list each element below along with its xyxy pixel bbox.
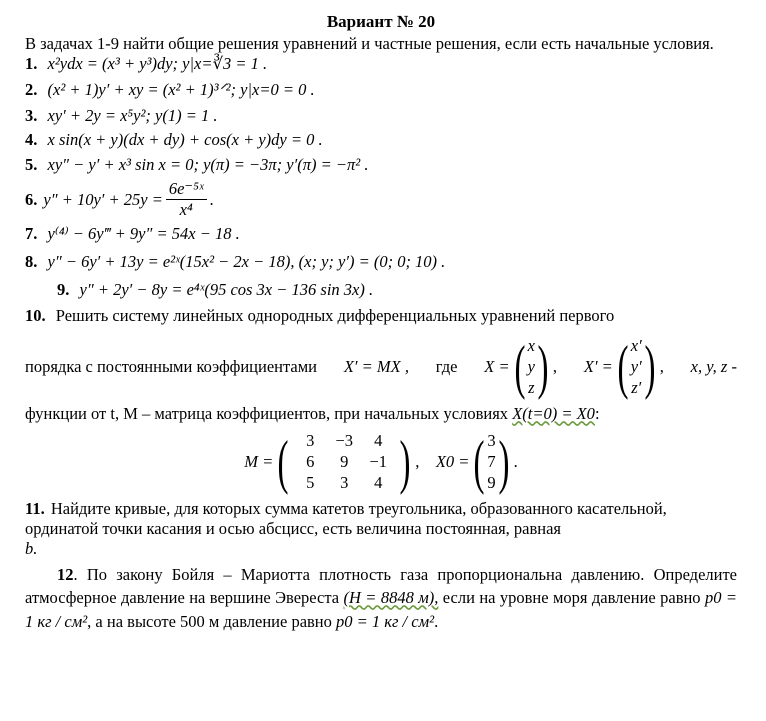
problem-8 xyxy=(25,252,737,272)
problem-number: 5. xyxy=(25,155,38,175)
problem-9 xyxy=(25,280,737,300)
problem-3 xyxy=(25,106,737,126)
problem-1 xyxy=(25,54,737,74)
vector-X: X = ( x y z ) , xyxy=(484,333,558,400)
problem-text: . xyxy=(434,612,439,632)
where-word: где xyxy=(435,356,458,376)
problem-10-line1 xyxy=(25,306,737,326)
matrix-cell: 4 xyxy=(374,431,383,451)
matrix-cell: 9 xyxy=(340,452,349,472)
matrix-cell: −3 xyxy=(335,431,353,451)
problem-text: порядка с постоянными коэффициентами xyxy=(25,356,318,376)
vector-entry: 9 xyxy=(487,473,496,493)
problem-equation-lhs: y″ + 10y′ + 25y = xyxy=(43,189,163,209)
problem-equation: x²ydx = (x³ + y³)dy; y|x=∛3 = 1 . xyxy=(47,54,268,74)
pressure-500m: p0 = 1 кг / см² xyxy=(336,612,435,632)
problem-10-line2 xyxy=(25,335,737,398)
vector-entry: z xyxy=(528,378,535,398)
vector-entry: x xyxy=(527,336,535,356)
problem-number: 10. xyxy=(25,305,46,325)
problem-4 xyxy=(25,130,737,150)
initial-condition: X(t=0) = X0 xyxy=(512,404,595,424)
document-page xyxy=(25,12,737,634)
vector-entry: y xyxy=(527,357,535,377)
fraction-numerator: 6e⁻⁵ˣ xyxy=(166,179,207,200)
vector-label: X0 = xyxy=(435,451,470,471)
matrix-cell: 3 xyxy=(306,431,315,451)
vector-X-prime: X′ = ( x′ y′ z′ ) , xyxy=(583,333,664,400)
matrix-cell: 3 xyxy=(340,473,349,493)
problem-number: 8. xyxy=(25,251,38,271)
problem-5 xyxy=(25,155,737,175)
matrix-row xyxy=(25,430,737,493)
problem-equation: x sin(x + y)(dx + dy) + cos(x + y)dy = 0 . xyxy=(47,129,323,149)
problem-number: 4. xyxy=(25,129,38,149)
matrix-cell: 5 xyxy=(306,473,315,493)
problem-11 xyxy=(25,499,737,558)
fraction-denominator: x⁴ xyxy=(179,200,193,220)
fraction xyxy=(166,179,207,220)
problem-text: , а на высоте 500 м давление равно xyxy=(87,612,332,632)
problem-6 xyxy=(25,179,737,220)
matrix-M: M = ( 3 −3 4 6 9 −1 5 3 4 ) , xyxy=(244,428,420,495)
problem-12 xyxy=(25,563,737,635)
problem-equation: xy″ − y′ + x³ sin x = 0; y(π) = −3π; y′(π) = −π² . xyxy=(47,155,369,175)
variables-text: x, y, z - xyxy=(690,356,737,376)
problem-text: Найдите кривые, для которых сумма катетов треугольника, образованного касательной, ординатой точки касания и осью абсцисс, есть величина постоянная, равная xyxy=(25,499,667,538)
vector-label: X′ = xyxy=(583,356,613,376)
matrix-cell: −1 xyxy=(369,452,387,472)
matrix-cell: 4 xyxy=(374,473,383,493)
problem-equation: y″ + 2y′ − 8y = e⁴ˣ(95 cos 3x − 136 sin 3x) . xyxy=(79,279,374,299)
vector-X0: X0 = ( 3 7 9 ) . xyxy=(435,428,518,495)
problem-number: 12 xyxy=(57,564,74,584)
problem-number: 6. xyxy=(25,189,38,209)
problem-text: если на уровне моря давление равно xyxy=(442,588,701,608)
problem-number: 2. xyxy=(25,79,38,99)
everest-height: (H = 8848 м), xyxy=(343,588,439,608)
problem-text: . По закону Бойля – Мариотта плотность газа пропорциональна давлению. Определите атмосферное давление на вершине Эвереста xyxy=(25,564,737,608)
problem-number: 3. xyxy=(25,105,38,125)
page-title: Вариант № 20 xyxy=(326,12,436,31)
problem-equation: y″ − 6y′ + 13y = e²ˣ(15x² − 2x − 18), (x; y; y′) = (0; 0; 10) . xyxy=(47,251,446,271)
equation-tail: . xyxy=(209,189,214,209)
problem-number: 1. xyxy=(25,54,38,74)
system-equation: X′ = MX , xyxy=(343,356,409,376)
vector-entry: 3 xyxy=(487,431,496,451)
problem-10-line3 xyxy=(25,404,737,424)
intro-text: В задачах 1-9 найти общие решения уравнений и частные решения, если есть начальные условия. xyxy=(25,34,714,54)
problem-number: 11. xyxy=(25,499,45,519)
pressure-sea-level: p0 = 1 кг / см² xyxy=(25,588,738,632)
vector-entry: z′ xyxy=(631,378,642,398)
problem-equation: (x² + 1)y′ + xy = (x² + 1)³ᐟ²; y|x=0 = 0 . xyxy=(47,79,315,99)
problem-text: функции от t, M – матрица коэффициентов, при начальных условиях xyxy=(25,404,509,424)
problem-equation: xy′ + 2y = x⁵y²; y(1) = 1 . xyxy=(47,105,218,125)
vector-label: X = xyxy=(484,356,510,376)
vector-entry: x′ xyxy=(630,336,642,356)
problem-text: Решить систему линейных однородных дифференциальных уравнений первого xyxy=(55,305,615,325)
problem-equation: y⁽⁴⁾ − 6y‴ + 9y″ = 54x − 18 . xyxy=(47,224,240,244)
problem-text-end: b. xyxy=(25,538,38,558)
problem-number: 9. xyxy=(57,279,70,299)
matrix-label: M = xyxy=(244,451,274,471)
vector-entry: 7 xyxy=(487,452,496,472)
problem-7 xyxy=(25,224,737,244)
vector-entry: y′ xyxy=(630,357,642,377)
matrix-cell: 6 xyxy=(306,452,315,472)
colon: : xyxy=(594,404,600,424)
problem-number: 7. xyxy=(25,224,38,244)
problem-2 xyxy=(25,80,737,100)
